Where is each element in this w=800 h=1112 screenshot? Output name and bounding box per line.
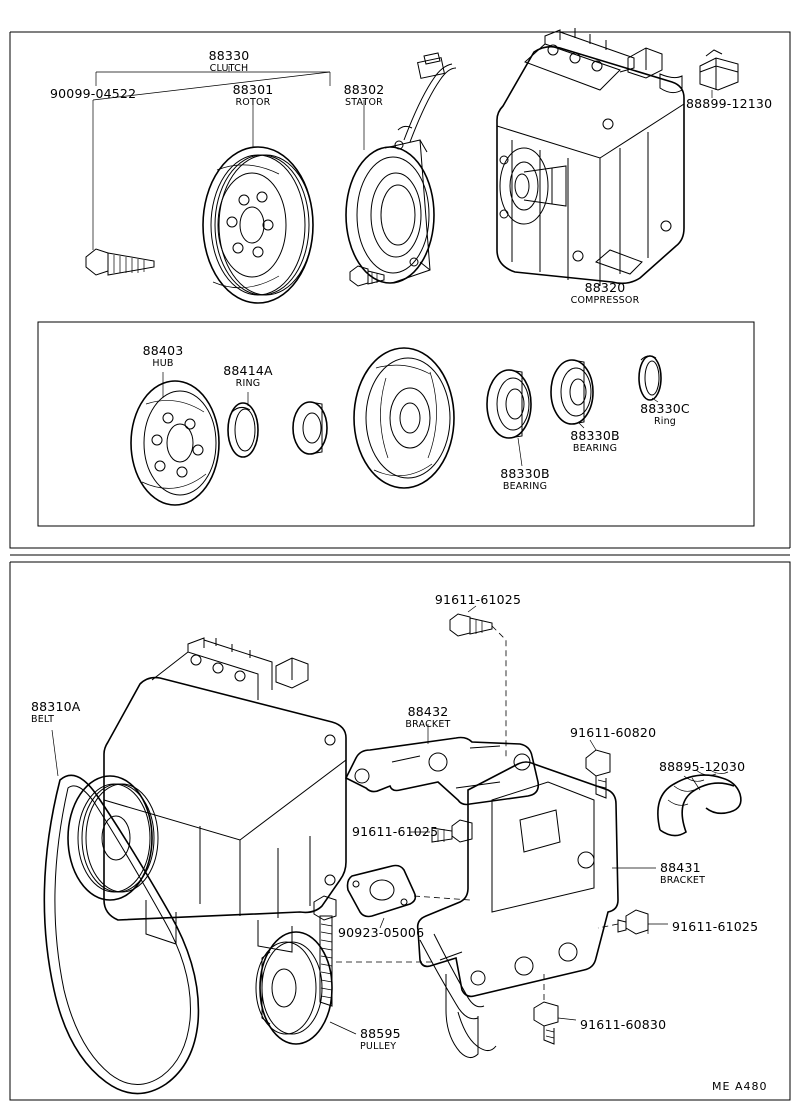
callout-code: 90099-04522 bbox=[50, 86, 137, 101]
callout-code: 91611-61025 bbox=[352, 824, 439, 839]
idler-pulley-88595 bbox=[256, 932, 332, 1044]
callout-code: 88310A bbox=[31, 699, 81, 714]
callout-desc: BELT bbox=[31, 713, 55, 725]
bracket-88431 bbox=[418, 762, 618, 1058]
callout-88330C bbox=[640, 403, 690, 427]
callout-desc: ROTOR bbox=[235, 96, 271, 108]
compressor-88320 bbox=[497, 28, 684, 286]
callout-desc: CLUTCH bbox=[209, 62, 249, 74]
callout-code: 90923-05006 bbox=[338, 925, 425, 940]
callout-code: 88403 bbox=[142, 343, 184, 358]
callout-91611-61025-right bbox=[672, 921, 758, 934]
callout-desc: HUB bbox=[152, 357, 174, 369]
callout-code: 88301 bbox=[232, 82, 274, 97]
bolt-90099-04522 bbox=[86, 249, 154, 275]
callout-88403 bbox=[143, 345, 184, 369]
callout-desc: RING bbox=[235, 377, 261, 389]
callout-90099-04522 bbox=[50, 88, 136, 101]
callout-91611-60820 bbox=[570, 727, 656, 740]
callout-desc: COMPRESSOR bbox=[570, 294, 640, 306]
part-88899-12130 bbox=[700, 50, 738, 90]
callout-88431 bbox=[660, 862, 705, 886]
bolt-91611-61025-top bbox=[450, 614, 492, 636]
callout-code: 88595 bbox=[360, 1026, 401, 1041]
sheet-code: ME A480 bbox=[712, 1080, 768, 1093]
callout-code: 91611-61025 bbox=[672, 919, 759, 934]
callout-code: 88302 bbox=[343, 82, 385, 97]
hub-88403 bbox=[131, 381, 219, 505]
callout-code: 88899-12130 bbox=[686, 96, 773, 111]
callout-90923-05006 bbox=[338, 927, 424, 940]
bolt-91611-60830 bbox=[534, 1002, 558, 1044]
callout-88330B-left bbox=[500, 468, 550, 492]
callout-desc: BEARING bbox=[572, 442, 618, 454]
callout-code: 88330 bbox=[208, 48, 250, 63]
callout-code: 88330B bbox=[570, 428, 620, 443]
callout-88899-12130 bbox=[686, 98, 772, 111]
bracket-88432 bbox=[346, 738, 538, 805]
callout-91611-61025-top bbox=[435, 594, 521, 607]
callout-code: 88414A bbox=[223, 363, 273, 378]
callout-88432 bbox=[405, 706, 450, 730]
bolt-91611-61025-right bbox=[618, 910, 648, 934]
bolt-91611-60820 bbox=[586, 750, 610, 798]
idler-bolt bbox=[314, 896, 336, 1006]
callout-88330 bbox=[209, 50, 250, 74]
callout-code: 88895-12030 bbox=[659, 759, 746, 774]
ring-88414a bbox=[228, 403, 258, 457]
callout-desc: PULLEY bbox=[360, 1040, 397, 1052]
bearing-88330b-left bbox=[487, 370, 531, 438]
callout-88595 bbox=[360, 1028, 401, 1052]
callout-code: 88431 bbox=[660, 860, 701, 875]
gasket-90923-05006 bbox=[348, 866, 416, 917]
stator-connector bbox=[404, 53, 456, 142]
callout-88895-12030 bbox=[659, 761, 745, 774]
callout-91611-60830 bbox=[580, 1019, 666, 1032]
callout-code: 91611-61025 bbox=[434, 592, 522, 607]
compressor-bottom bbox=[68, 638, 346, 952]
clutch-rotor-88301 bbox=[203, 147, 313, 303]
callout-88302 bbox=[344, 84, 385, 108]
callout-code: 88432 bbox=[407, 704, 449, 719]
callout-code: 88330B bbox=[500, 466, 550, 481]
callout-desc: BRACKET bbox=[660, 874, 706, 886]
callout-code: 91611-60830 bbox=[580, 1017, 667, 1032]
clutch-stator-88302 bbox=[346, 126, 434, 283]
callout-desc: STATOR bbox=[345, 96, 383, 108]
callout-desc: BRACKET bbox=[405, 718, 451, 730]
callout-code: 91611-60820 bbox=[570, 725, 657, 740]
callout-88320 bbox=[571, 282, 640, 306]
drive-belt-88310a bbox=[44, 775, 198, 1093]
bearing-88330b-right bbox=[551, 360, 593, 424]
callout-88330B-right bbox=[570, 430, 620, 454]
ring-88330c bbox=[639, 356, 661, 400]
callout-91611-61025-mid bbox=[352, 826, 438, 839]
rotor-body-inner bbox=[354, 348, 454, 488]
callout-code: 88330C bbox=[640, 401, 690, 416]
shaft-seal-sleeve bbox=[293, 402, 327, 454]
callout-88301 bbox=[233, 84, 274, 108]
stator-bolt bbox=[350, 266, 384, 286]
hose-88895-12030 bbox=[658, 770, 741, 836]
callout-88310A bbox=[31, 701, 81, 725]
callout-desc: Ring bbox=[653, 415, 677, 427]
callout-desc: BEARING bbox=[502, 480, 548, 492]
callout-88414A bbox=[223, 365, 273, 389]
callout-code: 88320 bbox=[584, 280, 626, 295]
